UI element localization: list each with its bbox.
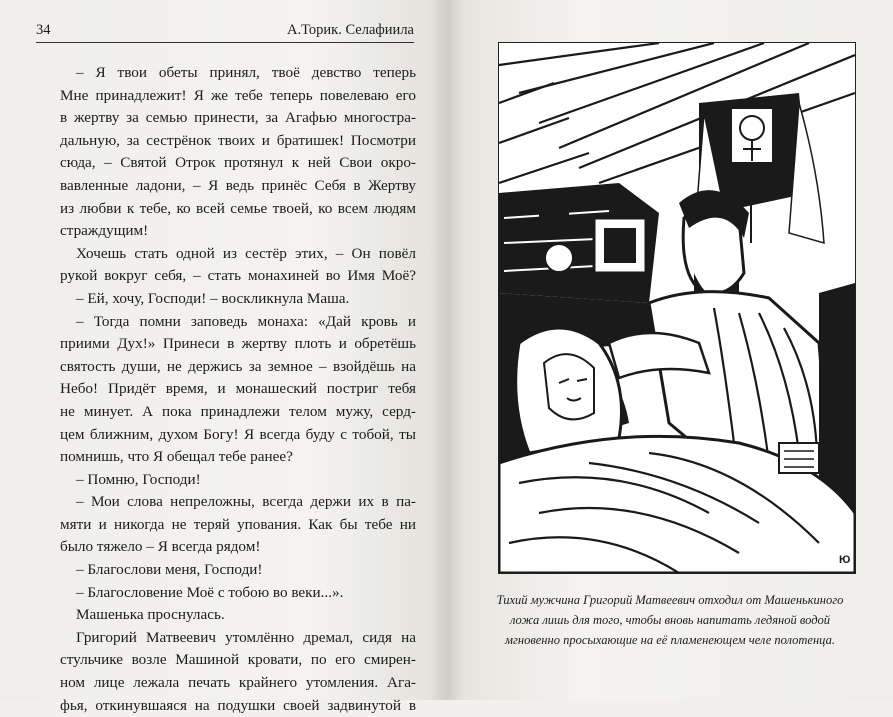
caption-line: Тихий мужчина Григорий Матвеевич отходил от Машенькиного bbox=[496, 593, 844, 607]
body-text bbox=[60, 62, 416, 717]
caption-line: мгновенно просыхающие на её пламенеющем челе полотенца. bbox=[505, 633, 835, 647]
text-line: – Благословение Моё с тобою во веки...». bbox=[76, 583, 344, 601]
text-line: Машенька проснулась. bbox=[76, 606, 225, 624]
text-line: страждущим! bbox=[60, 222, 149, 240]
running-title: А.Торик. Селафиила bbox=[287, 22, 414, 38]
text-line: было тяжело – Я всегда рядом! bbox=[60, 538, 261, 556]
left-page bbox=[0, 0, 447, 714]
text-line: рукой вокруг себя, – стать монахиней во Имя Моё? bbox=[60, 267, 416, 285]
text-line: стульчике возле Машиной кровати, по его смирен- bbox=[60, 651, 416, 669]
woodcut-illustration bbox=[499, 43, 855, 573]
text-line: дальную, за сестрёнок твоих и братишек! Посмотри bbox=[60, 131, 416, 149]
text-line: мяти и никогда не теряй упования. Как бы тебе ни bbox=[60, 515, 416, 533]
text-line: вавленные ладони, – Я ведь принёс Себя в Жертву bbox=[60, 176, 416, 194]
text-line: – Мои слова непреложны, всегда держи их в па- bbox=[76, 493, 416, 511]
caption-line: ложа лишь для того, чтобы вновь напитать ледяной водой bbox=[509, 613, 831, 627]
text-line: – Ей, хочу, Господи! – воскликнула Маша. bbox=[76, 289, 350, 307]
text-line: не минует. А пока принадлежи телом мужу, серд- bbox=[60, 402, 416, 420]
running-header bbox=[36, 20, 414, 43]
text-line: фья, откинувшаяся на подушки своей задвинутой в bbox=[60, 696, 416, 714]
page-number: 34 bbox=[36, 22, 51, 38]
text-line: цем ближним, духом Богу! Я всегда буду с тобой, ты bbox=[60, 425, 416, 443]
text-line: – Помню, Господи! bbox=[76, 470, 201, 488]
text-line: в жертву за семью принести, за Агафью многостра- bbox=[60, 109, 416, 127]
text-line: – Благослови меня, Господи! bbox=[76, 561, 263, 579]
text-line: ном лице лежала печать крайнего утомления. Ага- bbox=[60, 674, 416, 692]
text-line: Григорий Матвеевич утомлённо дремал, сидя на bbox=[76, 628, 416, 646]
text-line: приими Дух!» Принеси в жертву плоть и обретёшь bbox=[60, 335, 416, 353]
text-line: Мне принадлежит! Я же тебе теперь повелеваю его bbox=[60, 86, 416, 104]
text-line: – Тогда помни заповедь монаха: «Дай кровь и bbox=[76, 312, 416, 330]
text-line: – Я твои обеты принял, твоё девство теперь bbox=[76, 64, 416, 81]
text-line: сюда, – Святой Отрок протянул к ней Свои окро- bbox=[60, 154, 416, 172]
text-line: из любви к тебе, ко всей семье твоей, ко всем людям bbox=[60, 199, 416, 217]
artist-monogram: Ю bbox=[839, 554, 851, 566]
text-line: помнишь, что Я обещал тебе ранее? bbox=[60, 448, 293, 466]
illustration bbox=[498, 42, 856, 574]
text-line: святость души, не держись за земное – взойдёшь на bbox=[60, 357, 416, 375]
illustration-caption bbox=[462, 590, 878, 650]
text-line: Небо! Придёт время, и монашеский постриг тебя bbox=[60, 380, 416, 398]
text-line: Хочешь стать одной из сестёр этих, – Он повёл bbox=[76, 244, 416, 262]
